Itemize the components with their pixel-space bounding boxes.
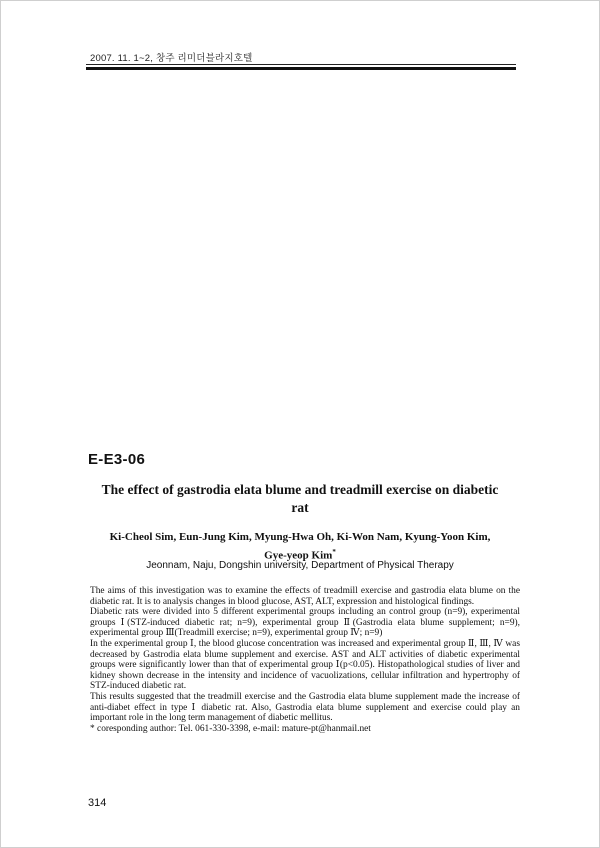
authors-line-1: Ki-Cheol Sim, Eun-Jung Kim, Myung-Hwa Oh, Ki-Won Nam, Kyung-Yoon Kim, — [109, 531, 491, 543]
abstract-code: E-E3-06 — [88, 451, 146, 468]
header-rule-thin — [86, 64, 516, 65]
abstract-paragraph-methods: Diabetic rats were divided into 5 different experimental groups including an control group (n=9), experimental groups Ⅰ(STZ-induced diabetic rat; n=9), experimental group Ⅱ(Gastrodia elata blume supplement; n=9), experimental group Ⅲ(Treadmill exercise; n=9), experimental group Ⅳ; n=9) — [90, 607, 520, 639]
abstract-paragraph-conclusion: This results suggested that the treadmill exercise and the Gastrodia elata blume supplement made the increase of anti-diabet effect in type Ⅰ diabetic rat. Also, Gastrodia elata blume supplement and exercise could play an important role in the long term management of diabetic mellitus. — [90, 691, 520, 724]
affiliation: Jeonnam, Naju, Dongshin university, Department of Physical Therapy — [146, 560, 454, 571]
paper-title: The effect of gastrodia elata blume and treadmill exercise on diabetic rat — [101, 482, 499, 515]
abstract-paragraph-results: In the experimental group Ⅰ, the blood glucose concentration was increased and experimental group Ⅱ, Ⅲ, Ⅳ was decreased by Gastrodia elata blume supplement and exercise. AST and ALT activities of diabetic experimental groups were significantly lower than that of experimental group Ⅰ(p<0.05). Histopathological studies of liver and kidney shown decrease in the intensity and incidence of vacuolizations, cellular infiltration and hypertrophy of STZ-induced diabetic rat. — [90, 638, 520, 692]
author-list — [95, 530, 505, 564]
conference-header: 2007. 11. 1~2, 창주 리미더블라지호텔 — [90, 53, 253, 64]
corresponding-mark: * — [332, 548, 336, 556]
abstract-body — [90, 586, 520, 734]
page-number: 314 — [88, 797, 107, 809]
last-author: Gye-yeop Kim — [264, 549, 333, 562]
abstract-paragraph-aims: The aims of this investigation was to examine the effects of treadmill exercise and gastrodia elata blume on the diabetic rat. It is to analysis changes in blood glucose, AST, ALT, expression and histological findings. — [90, 586, 520, 607]
header-rule-thick — [86, 67, 516, 70]
corresponding-author-note: * coresponding author: Tel. 061-330-3398, e-mail: mature-pt@hanmail.net — [90, 723, 371, 734]
